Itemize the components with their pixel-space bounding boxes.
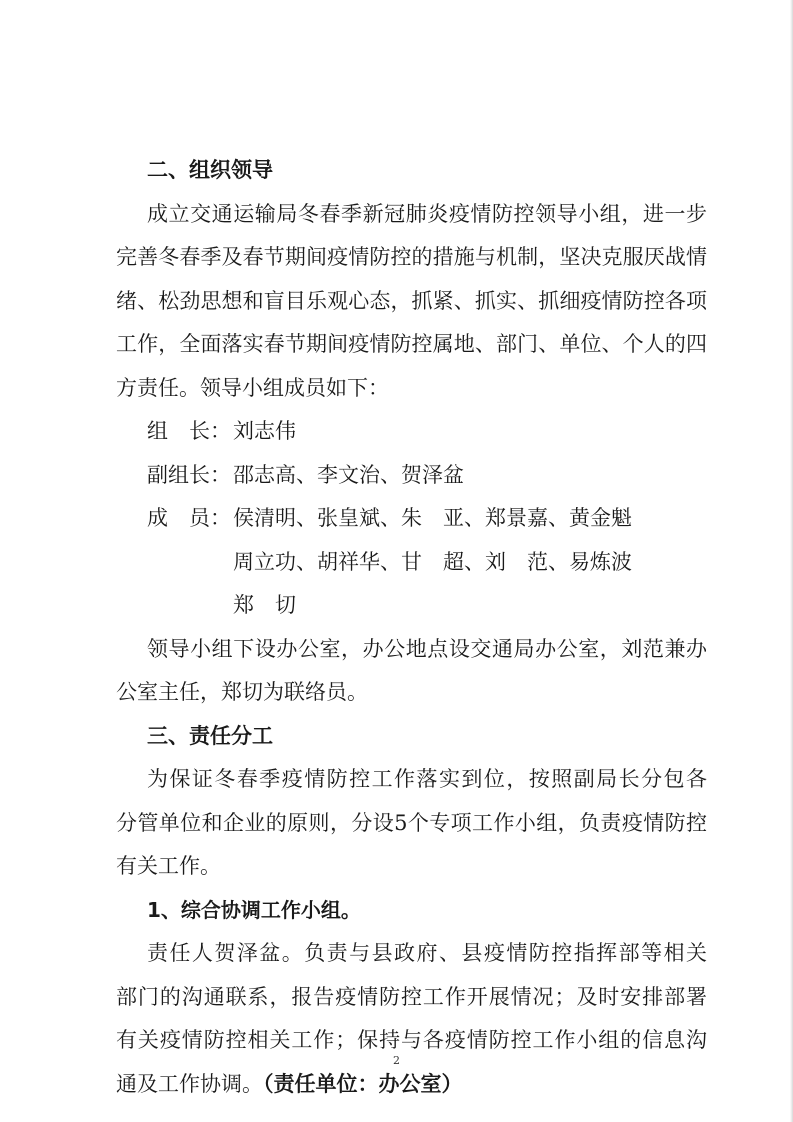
group1-heading: 1、综合协调工作小组。 bbox=[147, 897, 361, 922]
paragraph-line: 成立交通运输局冬春季新冠肺炎疫情防控领导小组，进一步 bbox=[147, 201, 707, 226]
paragraph-line: 有关工作。 bbox=[116, 854, 221, 878]
members-line: 郑 切 bbox=[233, 593, 296, 617]
group1-line: 责任人贺泽盆。负责与县政府、县疫情防控指挥部等相关 bbox=[147, 941, 707, 965]
group1-last-line bbox=[116, 1071, 463, 1096]
section-heading-organization: 二、组织领导 bbox=[147, 158, 273, 182]
responsible-unit-note: （责任单位：办公室） bbox=[263, 1071, 463, 1096]
group1-line-text: 通及工作协调。 bbox=[116, 1071, 263, 1096]
paragraph-line: 分管单位和企业的原则，分设5个专项工作小组，负责疫情防控 bbox=[116, 810, 707, 835]
office-line: 领导小组下设办公室，办公地点设交通局办公室，刘范兼办 bbox=[147, 636, 707, 661]
deputy-label: 副组长： bbox=[147, 462, 231, 487]
deputy-names: 邵志高、李文治、贺泽盆 bbox=[233, 462, 464, 487]
members-line: 侯清明、张皇斌、朱 亚、郑景嘉、黄金魁 bbox=[233, 506, 632, 530]
paragraph-line: 工作，全面落实春节期间疫情防控属地、部门、单位、个人的四 bbox=[116, 332, 707, 356]
members-line: 周立功、胡祥华、甘 超、刘 范、易炼波 bbox=[233, 549, 632, 574]
paragraph-line: 为保证冬春季疫情防控工作落实到位，按照副局长分包各 bbox=[147, 767, 707, 791]
office-line: 公室主任，郑切为联络员。 bbox=[116, 680, 368, 704]
paragraph-line: 绪、松劲思想和盲目乐观心态，抓紧、抓实、抓细疫情防控各项 bbox=[116, 288, 707, 313]
section-heading-responsibilities: 三、责任分工 bbox=[147, 723, 273, 748]
group1-line: 部门的沟通联系，报告疫情防控工作开展情况；及时安排部署 bbox=[116, 984, 707, 1009]
leader-names: 刘志伟 bbox=[233, 419, 296, 443]
group1-line: 有关疫情防控相关工作；保持与各疫情防控工作小组的信息沟 bbox=[116, 1028, 707, 1052]
paragraph-line: 完善冬春季及春节期间疫情防控的措施与机制，坚决克服厌战情 bbox=[116, 245, 707, 269]
members-label: 成 员： bbox=[147, 506, 231, 530]
leader-label: 组 长： bbox=[147, 419, 231, 443]
page-number: 2 bbox=[393, 1054, 400, 1067]
paragraph-line: 方责任。领导小组成员如下： bbox=[116, 375, 389, 400]
